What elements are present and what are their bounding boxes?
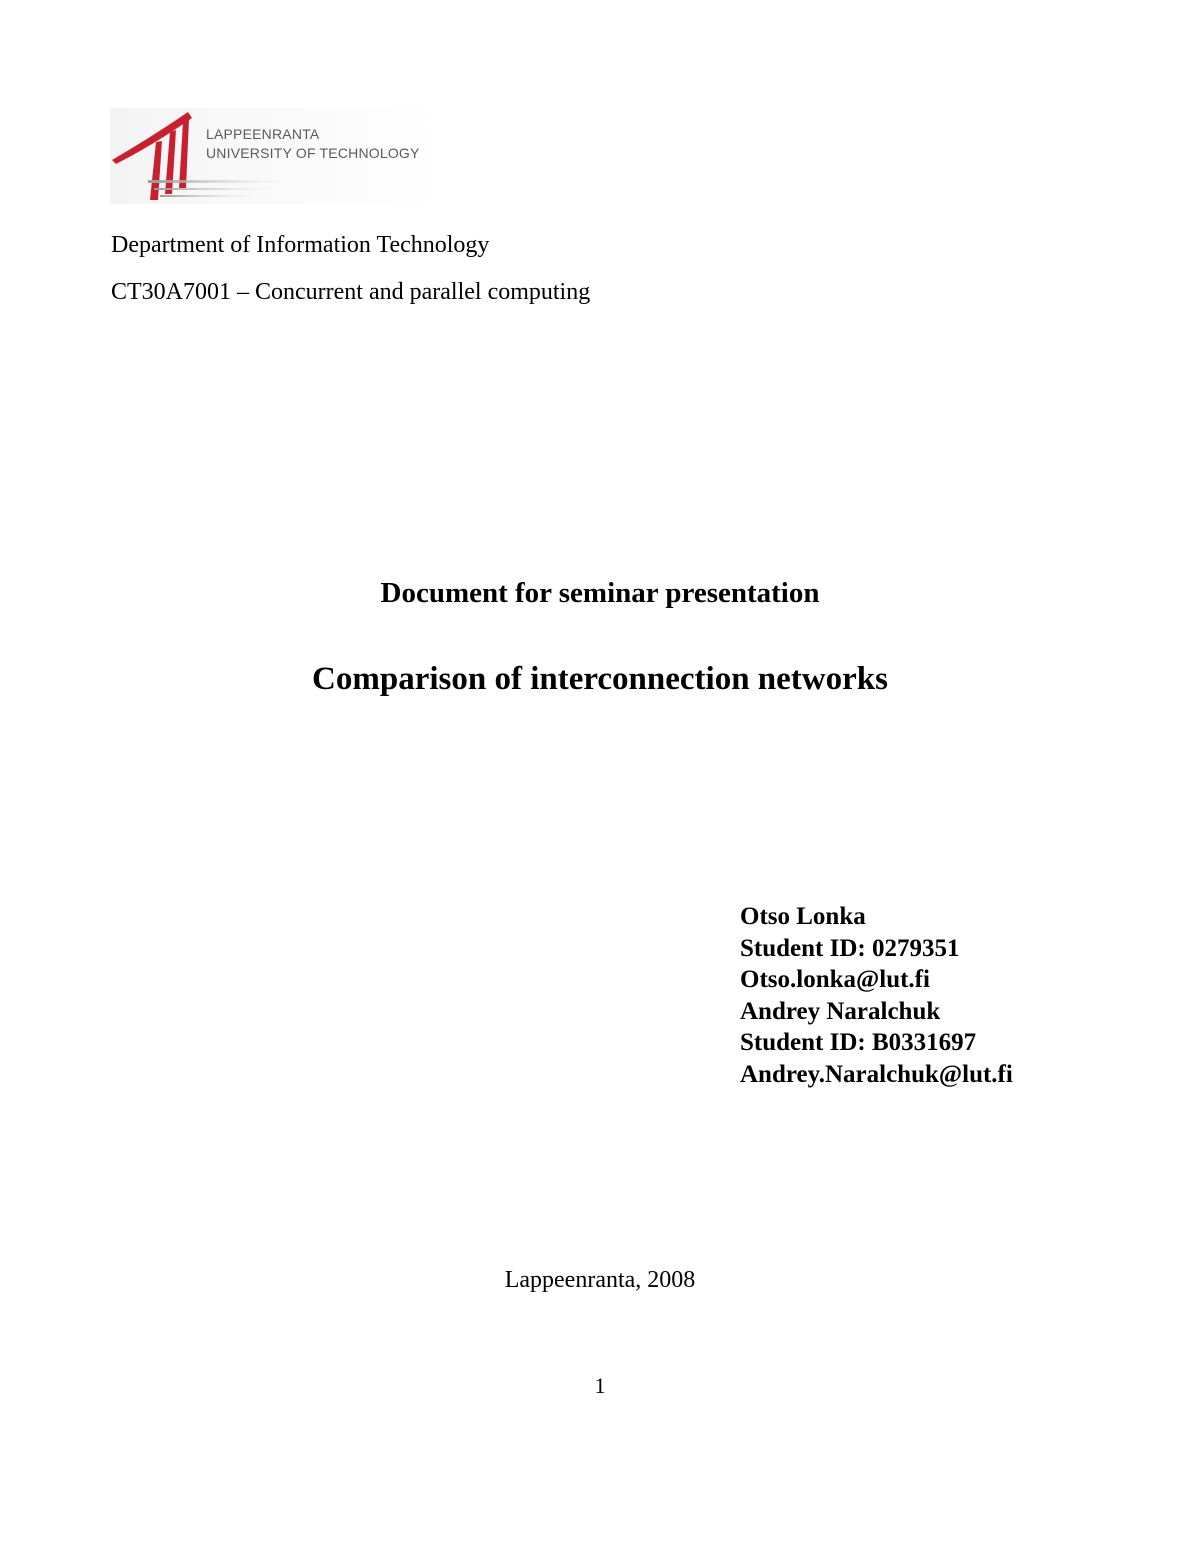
logo-text-line1: LAPPEENRANTA	[206, 126, 320, 142]
document-type: Document for seminar presentation	[380, 577, 820, 609]
course-name: CT30A7001 – Concurrent and parallel computing	[111, 279, 591, 305]
author-name: Otso Lonka	[740, 903, 866, 930]
logo-text-line2: UNIVERSITY OF TECHNOLOGY	[206, 145, 420, 161]
department-name: Department of Information Technology	[111, 232, 490, 258]
university-logo-graphic	[110, 108, 440, 204]
place-and-date: Lappeenranta, 2008	[504, 1267, 696, 1293]
author-student-id: Student ID: 0279351	[740, 934, 960, 962]
page-number: 1	[594, 1373, 606, 1398]
author-name: Andrey Naralchuk	[740, 997, 941, 1025]
document-title: Comparison of interconnection networks	[312, 661, 888, 697]
author-email: Otso.lonka@lut.fi	[740, 966, 930, 993]
author-email: Andrey.Naralchuk@lut.fi	[740, 1060, 1013, 1088]
university-logo	[110, 108, 440, 204]
author-student-id: Student ID: B0331697	[740, 1029, 977, 1056]
author-block	[740, 901, 1013, 1090]
